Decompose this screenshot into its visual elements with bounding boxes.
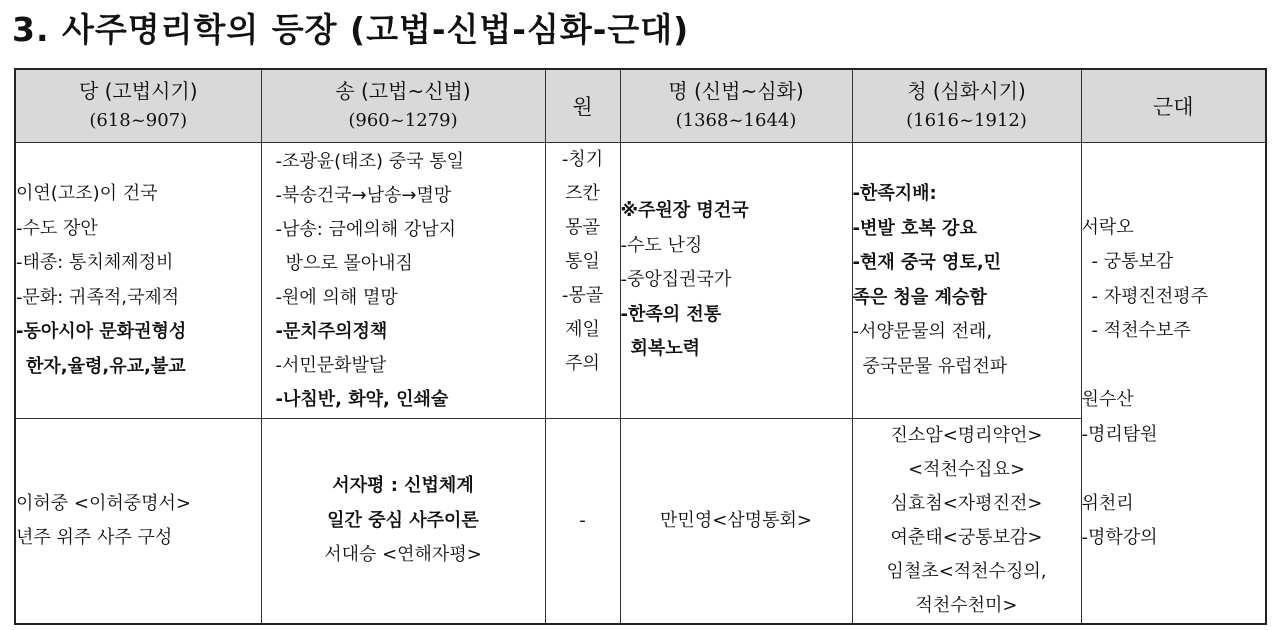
header-song-years: (960~1279) [348, 110, 458, 131]
qing-history-line: -현재 중국 영토,민 [852, 252, 1002, 273]
ming-history-line: -한족의 전통 [620, 303, 722, 325]
header-row [15, 69, 1266, 143]
yuan-history-line: -칭기 [561, 149, 604, 170]
modern-line: - 궁통보감 [1091, 251, 1174, 272]
song-history-line: -서민문화발달 [275, 354, 387, 376]
qing-history-line: 족은 청을 계승함 [852, 286, 987, 308]
header-tang-name: 당 (고법시기) [78, 79, 198, 103]
modern-line: 서락오 [1081, 216, 1134, 238]
header-yuan [545, 69, 620, 143]
ming-scholar-line: 만민영<삼명통회> [660, 509, 812, 531]
song-history-line: -조광윤(태조) 중국 통일 [275, 150, 464, 172]
ming-scholar-cell [620, 419, 852, 625]
header-ming-name: 명 (신법~심화) [668, 79, 804, 103]
modern-line: -명학강의 [1081, 527, 1158, 548]
yuan-history-line: -몽골 [561, 285, 604, 306]
tang-history-line: 이연(고조)이 건국 [16, 183, 158, 204]
song-scholar-line: 일간 중심 사주이론 [327, 509, 479, 531]
song-history-line: -문치주의정책 [275, 320, 388, 342]
modern-cell [1081, 143, 1266, 625]
tang-history-cell [15, 143, 261, 419]
yuan-history-line: 즈칸 [565, 183, 600, 204]
header-tang-years: (618~907) [89, 110, 188, 131]
tang-scholar-cell [15, 419, 261, 625]
header-qing [852, 69, 1081, 143]
header-yuan-name: 원 [572, 95, 593, 119]
history-row [15, 143, 1266, 419]
header-song [261, 69, 545, 143]
song-scholar-line: 서자평 : 신법체계 [332, 475, 474, 497]
ming-history-line: -중앙집권국가 [620, 269, 732, 291]
song-scholar-line: 서대승 <연해자평> [324, 544, 482, 566]
ming-history-line: 회복노력 [630, 338, 701, 360]
ming-history-line: -수도 난징 [620, 234, 703, 256]
song-history-line: 방으로 몰아내짐 [285, 252, 413, 274]
qing-scholar-line: 심효첨<자평진전> [890, 493, 1043, 514]
header-modern [1081, 69, 1266, 143]
yuan-history-line: 몽골 [565, 217, 600, 238]
tang-history-line: -수도 장안 [16, 217, 98, 239]
header-song-name: 송 (고법~신법) [335, 79, 471, 103]
qing-scholar-line: 적천수천미> [915, 595, 1018, 616]
modern-line: -명리탐원 [1081, 423, 1158, 445]
tang-scholar-line: 년주 위주 사주 구성 [16, 527, 173, 548]
modern-line [1082, 452, 1266, 487]
dynasty-table [14, 68, 1267, 625]
qing-scholar-line: 임철초<적천수징의, [886, 561, 1047, 582]
qing-history-line: -한족지배: [852, 183, 937, 204]
scholar-row [15, 419, 1266, 625]
yuan-history-line: 제일 [565, 319, 600, 340]
qing-history-line: -서양문물의 전래, [852, 321, 993, 342]
qing-history-line: 중국문물 유럽전파 [862, 355, 1008, 377]
ming-history-cell [620, 143, 852, 419]
tang-scholar-line: 이허중 <이허중명서> [16, 492, 191, 514]
song-history-line: -원에 의해 멸망 [275, 286, 398, 308]
qing-scholar-line: <적천수집요> [907, 459, 1026, 480]
song-history-line: -북송건국→남송→멸망 [275, 184, 452, 206]
yuan-scholar-cell [545, 419, 620, 625]
song-history-cell [261, 143, 545, 419]
modern-line: - 자평진전평주 [1091, 285, 1209, 307]
modern-line: 위천리 [1081, 492, 1134, 514]
qing-scholar-cell [852, 419, 1081, 625]
qing-history-line: -변발 호복 강요 [852, 217, 977, 239]
yuan-scholar-line: - [579, 509, 586, 531]
header-tang [15, 69, 261, 143]
header-ming-years: (1368~1644) [675, 110, 797, 131]
header-modern-name: 근대 [1152, 95, 1194, 119]
header-qing-years: (1616~1912) [906, 110, 1027, 131]
modern-line: 원수산 [1081, 389, 1134, 410]
song-scholar-cell [261, 419, 545, 625]
yuan-history-line: 주의 [565, 353, 600, 374]
song-history-line: -나침반, 화약, 인쇄술 [275, 388, 449, 410]
header-qing-name: 청 (심화시기) [907, 79, 1026, 103]
song-history-line: -남송: 금에의해 강남지 [275, 218, 456, 240]
modern-line [1082, 349, 1266, 384]
tang-history-line: -태종: 통치체제정비 [16, 252, 174, 273]
tang-history-line: 한자,율령,유교,불교 [26, 355, 186, 377]
qing-history-cell [852, 143, 1081, 419]
modern-line: - 적천수보주 [1091, 320, 1191, 341]
header-ming [620, 69, 852, 143]
ming-history-line: ※주원장 명건국 [620, 200, 749, 222]
qing-scholar-line: 여춘태<궁통보감> [890, 527, 1043, 548]
tang-history-line: -동아시아 문화권형성 [16, 321, 187, 342]
yuan-history-line: 통일 [565, 251, 600, 272]
tang-history-line: -문화: 귀족적,국제적 [16, 286, 180, 308]
page-title: 3. 사주명리학의 등장 (고법-신법-심화-근대) [12, 10, 690, 49]
yuan-history-cell [545, 143, 620, 419]
qing-scholar-line: 진소암<명리약언> [890, 425, 1043, 446]
